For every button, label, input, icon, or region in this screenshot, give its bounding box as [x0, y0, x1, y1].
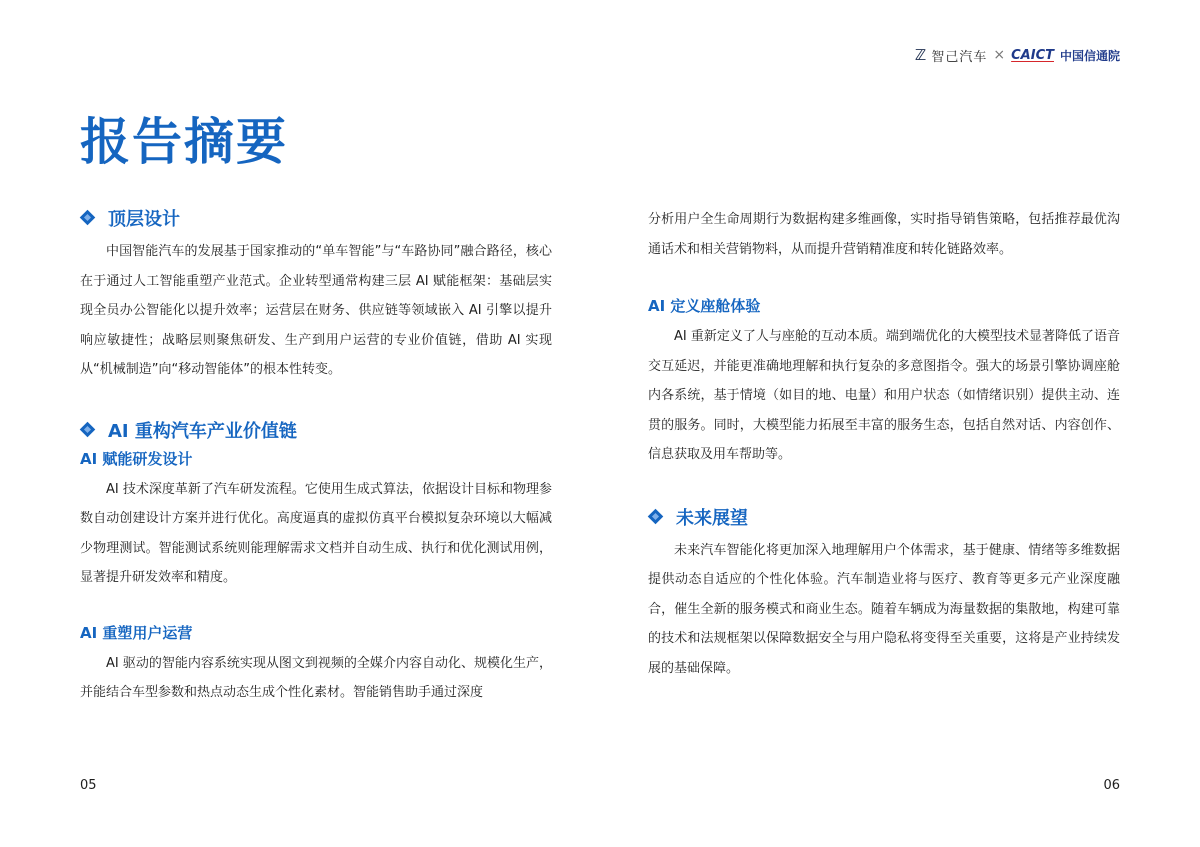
diamond-bullet-icon [80, 422, 96, 438]
brand-logo-icon: ℤ [915, 46, 926, 64]
partner-name: 中国信通院 [1059, 48, 1120, 63]
subsection-heading: AI 定义座舱体验 [648, 297, 761, 315]
subsection-paragraph: AI 重新定义了人与座舱的互动本质。端到端优化的大模型技术显著降低了语音交互延迟，并能更准确地理解和执行复杂的多意图指令。强大的场景引擎协调座舱内各系统，基于情境（如目的地、电量）和用户状态（如情绪识别）提供主动、连贯的服务。同时，大模型能力拓展至丰富的服务生态，包括自然对话、内容创作、信息获取及用车帮助等。 [648, 329, 1120, 462]
brand-name: 智己汽车 [931, 49, 988, 65]
section-heading-outlook [648, 504, 1120, 530]
section-title: 顶层设计 [108, 209, 180, 230]
brand-separator: × [993, 47, 1006, 63]
section-heading-value-chain [80, 417, 552, 443]
section-paragraph: 未来汽车智能化将更加深入地理解用户个体需求，基于健康、情绪等多维数据提供动态自适应的个性化体验。汽车制造业将与医疗、教育等更多元产业深度融合，催生全新的服务模式和商业生态。随着车辆成为海量数据的集散地，构建可靠的技术和法规框架以保障数据安全与用户隐私将变得至关重要，这将是产业持续发展的基础保障。 [648, 542, 1120, 676]
section-title: 未来展望 [676, 507, 748, 529]
subsection-heading: AI 重塑用户运营 [80, 623, 193, 642]
right-column [648, 205, 1120, 683]
diamond-bullet-icon [648, 509, 664, 525]
header-brand [915, 44, 1120, 66]
page-title: 报告摘要 [80, 113, 288, 171]
page-number-left: 05 [80, 778, 97, 793]
subsection-paragraph: AI 驱动的智能内容系统实现从图文到视频的全媒介内容自动化、规模化生产，并能结合车型参数和热点动态生成个性化素材。智能销售助手通过深度 [80, 655, 552, 700]
page-number-right: 06 [1103, 778, 1120, 793]
subsection-paragraph: AI 技术深度革新了汽车研发流程。它使用生成式算法，依据设计目标和物理参数自动创建设计方案并进行优化。高度逼真的虚拟仿真平台模拟复杂环境以大幅减少物理测试。智能测试系统则能理解需求文档并自动生成、执行和优化测试用例，显著提升研发效率和精度。 [80, 481, 552, 585]
subsection-heading: AI 赋能研发设计 [80, 449, 193, 468]
partner-logo: CAICT [1011, 47, 1054, 63]
section-heading-top-design [80, 205, 552, 231]
left-column [80, 205, 552, 708]
section-paragraph: 中国智能汽车的发展基于国家推动的“单车智能”与“车路协同”融合路径，核心在于通过人工智能重塑产业范式。企业转型通常构建三层 AI 赋能框架：基础层实现全员办公智能化以提升效率；运营层在财务、供应链等领域嵌入 AI 引擎以提升响应敏捷性；战略层则聚焦研发、生产到用户运营的专业价值链，借助 AI 实现从“机械制造”向“移动智能体”的根本性转变。 [80, 244, 552, 377]
diamond-bullet-icon [80, 210, 96, 226]
continued-paragraph: 分析用户全生命周期行为数据构建多维画像，实时指导销售策略，包括推荐最优沟通话术和相关营销物料，从而提升营销精准度和转化链路效率。 [648, 212, 1120, 257]
section-title: AI 重构汽车产业价值链 [108, 420, 297, 442]
